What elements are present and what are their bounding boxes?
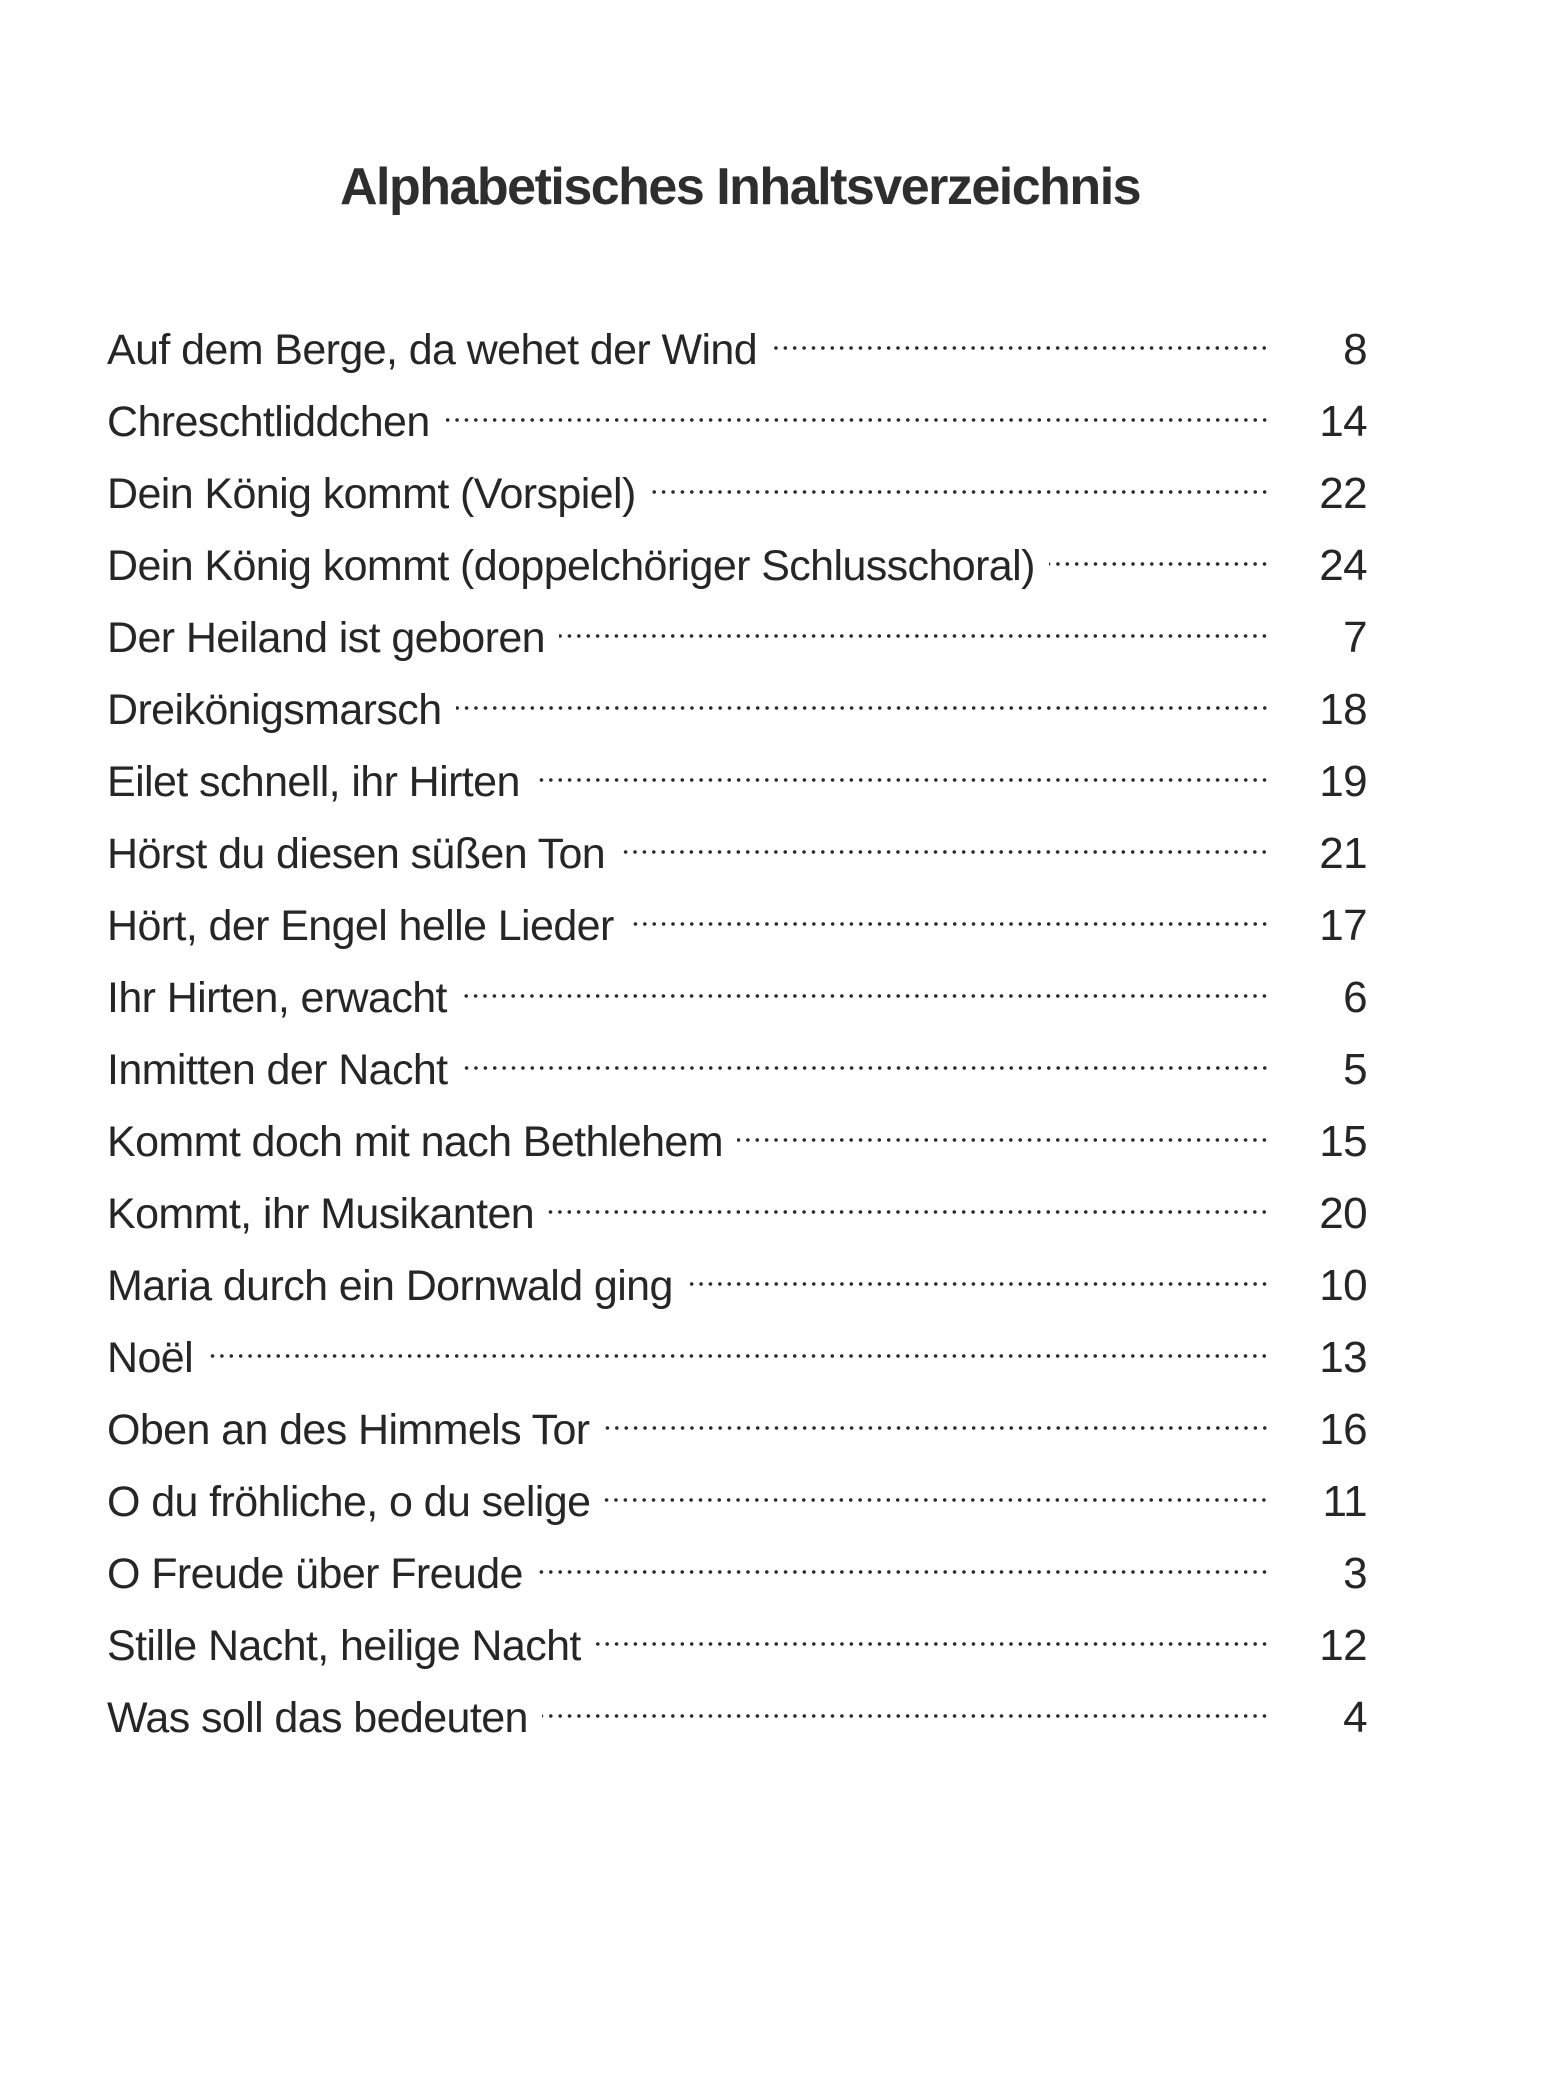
- toc-entry-title: Auf dem Berge, da wehet der Wind: [107, 326, 758, 374]
- dot-leader: [456, 660, 1269, 724]
- toc-entry-page: 8: [1343, 325, 1367, 374]
- toc-entry: [107, 876, 1367, 948]
- toc-entry: [107, 804, 1367, 876]
- dot-leader: [462, 1020, 1269, 1084]
- toc-entry-title: Dein König kommt (doppelchöriger Schlusschoral): [107, 542, 1035, 590]
- toc-entry-title: Was soll das bedeuten: [107, 1694, 528, 1742]
- toc-entry: [107, 372, 1367, 444]
- dot-leader: [537, 1524, 1269, 1588]
- toc-entry: [107, 1092, 1367, 1164]
- dot-leader: [595, 1596, 1269, 1660]
- dot-leader: [604, 1380, 1269, 1444]
- toc-entry: [107, 948, 1367, 1020]
- dot-leader: [687, 1236, 1269, 1300]
- toc-entry-page: 19: [1319, 757, 1367, 806]
- dot-leader: [650, 444, 1269, 508]
- dot-leader: [548, 1164, 1269, 1228]
- toc-entry: [107, 588, 1367, 660]
- toc-entry-title: Der Heiland ist geboren: [107, 614, 545, 662]
- toc-entry: [107, 1524, 1367, 1596]
- toc-entry: [107, 1308, 1367, 1380]
- toc-entry-title: Hört, der Engel helle Lieder: [107, 902, 614, 950]
- toc-entry: [107, 1596, 1367, 1668]
- dot-leader: [207, 1308, 1269, 1372]
- toc-entry-page: 15: [1319, 1117, 1367, 1166]
- dot-leader: [542, 1668, 1269, 1732]
- dot-leader: [1049, 516, 1269, 580]
- toc-entry-title: Stille Nacht, heilige Nacht: [107, 1622, 581, 1670]
- toc-entry-page: 11: [1322, 1477, 1367, 1526]
- toc-entry: [107, 1380, 1367, 1452]
- toc-entry-page: 12: [1319, 1621, 1367, 1670]
- toc-entry: [107, 300, 1367, 372]
- toc-entry-title: Eilet schnell, ihr Hirten: [107, 758, 520, 806]
- toc-entry: [107, 1164, 1367, 1236]
- toc-entry-page: 3: [1343, 1549, 1367, 1598]
- dot-leader: [461, 948, 1269, 1012]
- toc-entry-title: Hörst du diesen süßen Ton: [107, 830, 606, 878]
- toc-entry-title: Dein König kommt (Vorspiel): [107, 470, 636, 518]
- toc-entry-page: 13: [1319, 1333, 1367, 1382]
- toc-entry-page: 17: [1319, 901, 1367, 950]
- toc-entry: [107, 516, 1367, 588]
- toc-entry-title: O Freude über Freude: [107, 1550, 523, 1598]
- page-title: Alphabetisches Inhaltsverzeichnis: [339, 158, 1141, 216]
- toc-entry-title: Inmitten der Nacht: [107, 1046, 448, 1094]
- dot-leader: [604, 1452, 1269, 1516]
- toc-entry-title: Dreikönigsmarsch: [107, 686, 442, 734]
- toc-entry-page: 21: [1319, 829, 1367, 878]
- toc-entry: [107, 660, 1367, 732]
- toc-entry: [107, 1020, 1367, 1092]
- dot-leader: [628, 876, 1269, 940]
- toc-entry-title: Maria durch ein Dornwald ging: [107, 1262, 673, 1310]
- dot-leader: [771, 300, 1269, 364]
- toc-entry-page: 20: [1319, 1189, 1367, 1238]
- dot-leader: [737, 1092, 1269, 1156]
- toc-entry-title: Kommt doch mit nach Bethlehem: [107, 1118, 723, 1166]
- toc-entry-title: Noël: [107, 1334, 194, 1382]
- table-of-contents: [107, 300, 1367, 1740]
- toc-entry-page: 14: [1319, 397, 1367, 446]
- toc-entry-page: 5: [1343, 1045, 1367, 1094]
- dot-leader: [619, 804, 1269, 868]
- toc-entry-page: 6: [1343, 973, 1367, 1022]
- toc-entry-page: 7: [1343, 613, 1367, 662]
- toc-entry: [107, 444, 1367, 516]
- toc-entry-page: 24: [1319, 541, 1367, 590]
- toc-entry: [107, 1452, 1367, 1524]
- toc-entry-page: 22: [1319, 469, 1367, 518]
- toc-entry-title: Kommt, ihr Musikanten: [107, 1190, 535, 1238]
- toc-entry-page: 16: [1319, 1405, 1367, 1454]
- toc-entry-page: 10: [1319, 1261, 1367, 1310]
- toc-entry-title: O du fröhliche, o du selige: [107, 1478, 591, 1526]
- toc-entry-title: Oben an des Himmels Tor: [107, 1406, 590, 1454]
- toc-entry: [107, 1668, 1367, 1740]
- toc-entry: [107, 1236, 1367, 1308]
- toc-entry-page: 18: [1319, 685, 1367, 734]
- toc-entry-title: Ihr Hirten, erwacht: [107, 974, 447, 1022]
- dot-leader: [559, 588, 1269, 652]
- dot-leader: [534, 732, 1269, 796]
- dot-leader: [444, 372, 1269, 436]
- toc-entry-title: Chreschtliddchen: [107, 398, 430, 446]
- toc-entry: [107, 732, 1367, 804]
- toc-entry-page: 4: [1343, 1693, 1367, 1742]
